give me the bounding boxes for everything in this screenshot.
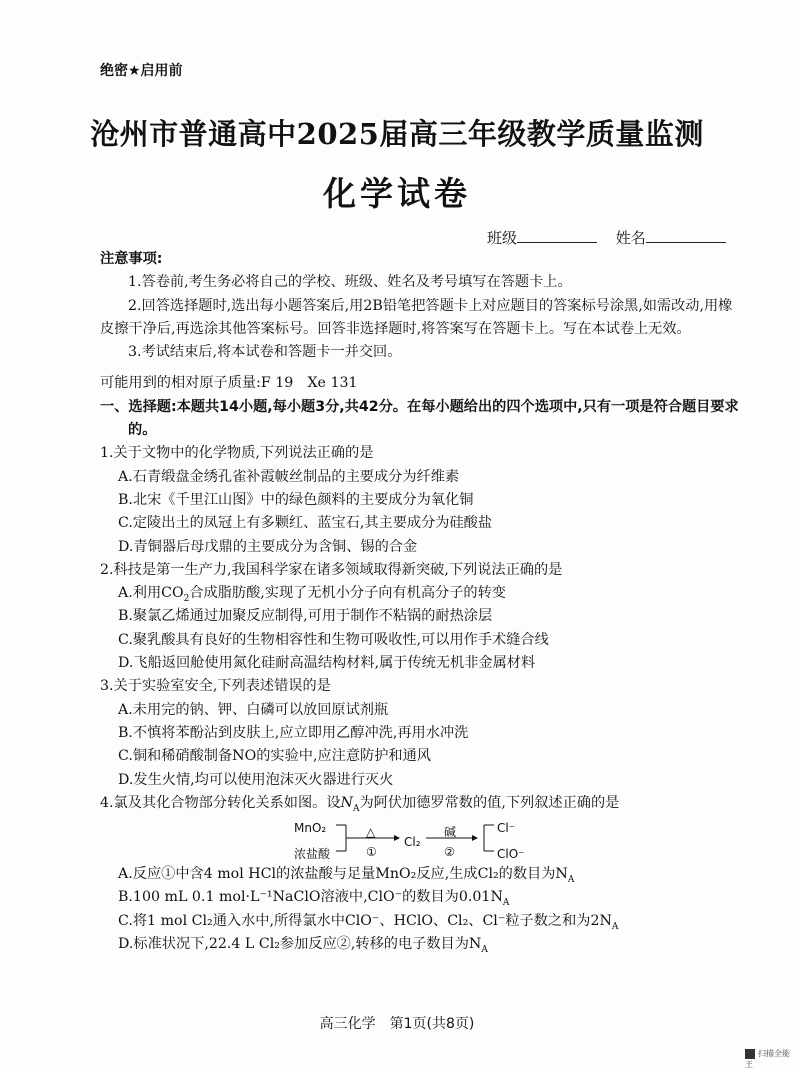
diagram-clo-ion: ClO⁻ <box>497 847 525 862</box>
diagram-heat: △ <box>366 825 376 840</box>
q4-b-text: B.100 mL 0.1 mol·L⁻¹NaClO溶液中,ClO⁻的数目为0.01N <box>118 889 503 906</box>
q4-option-a <box>100 863 740 886</box>
exam-subtitle: 化学试卷 <box>323 174 471 213</box>
q4-d-text: D.标准状况下,22.4 L Cl₂参加反应②,转移的电子数目为N <box>118 936 482 953</box>
diagram-cl-ion: Cl⁻ <box>497 821 516 836</box>
scanner-watermark <box>745 1048 794 1070</box>
name-label: 姓名 <box>615 229 646 247</box>
q4-stem-part2: 为阿伏加德罗常数的值,下列叙述正确的是 <box>359 794 620 811</box>
q3-option-a: A.未用完的钠、钾、白磷可以放回原试剂瓶 <box>118 701 389 718</box>
class-label: 班级 <box>487 229 518 247</box>
q1-option-a: A.石青缎盘金绣孔雀补霞帔丝制品的主要成分为纤维素 <box>118 468 460 485</box>
q4-option-c <box>100 910 740 933</box>
q4-c-text: C.将1 mol Cl₂通入水中,所得氯水中ClO⁻、HClO、Cl₂、Cl⁻粒子数之和为2N <box>118 912 612 929</box>
q4-option-b <box>100 886 740 909</box>
question-1: 1.关于文物中的化学物质,下列说法正确的是 <box>100 445 374 462</box>
class-name-line <box>487 227 740 248</box>
q4-stem-part1: 4.氯及其化合物部分转化关系如图。设 <box>100 794 341 811</box>
diagram-step1: ① <box>366 845 377 860</box>
notice-heading: 注意事项: <box>100 251 163 267</box>
qr-code-icon <box>745 1049 755 1059</box>
q4-b-sub: A <box>502 898 510 909</box>
exam-title: 沧州市普通高中2025届高三年级教学质量监测 <box>90 117 704 151</box>
confidential-mark: 绝密★启用前 <box>100 63 183 79</box>
question-4 <box>100 792 740 815</box>
question-3: 3.关于实验室安全,下列表述错误的是 <box>100 678 331 695</box>
q4-option-d <box>100 933 740 956</box>
q4-a-text: A.反应①中含4 mol HCl的浓盐酸与足量MnO₂反应,生成Cl₂的数目为N <box>118 866 568 883</box>
notice-item-2: 2.回答选择题时,选出每小题答案后,用2B铅笔把答题卡上对应题目的答案标号涂黑,如需改动,用橡皮擦干净后,再选涂其他答案标号。回答非选择题时,将答案写在答题卡上。写在本试卷上无效。 <box>100 297 733 337</box>
q1-option-d: D.青铜器后母戊鼎的主要成分为含铜、锡的合金 <box>118 538 418 555</box>
q1-option-b: B.北宋《千里江山图》中的绿色颜料的主要成分为氧化铜 <box>118 491 474 508</box>
diagram-cl2: Cl₂ <box>404 835 421 850</box>
q4-c-sub: A <box>611 921 619 932</box>
name-blank[interactable] <box>646 228 726 243</box>
diagram-base: 碱 <box>444 825 457 840</box>
q4-d-sub: A <box>481 944 488 955</box>
q2-option-b: B.聚氯乙烯通过加聚反应制得,可用于制作不粘锅的耐热涂层 <box>118 608 493 625</box>
notice-item-3: 3.考试结束后,将本试卷和答题卡一并交回。 <box>128 344 402 361</box>
question-2: 2.科技是第一生产力,我国科学家在诸多领域取得新突破,下列说法正确的是 <box>100 561 563 578</box>
watermark-text: 扫描全能王 <box>745 1049 790 1069</box>
q2-option-a <box>100 582 740 605</box>
diagram-hcl: 浓盐酸 <box>294 847 331 862</box>
q1-option-c: C.定陵出土的凤冠上有多颗红、蓝宝石,其主要成分为硅酸盐 <box>118 515 493 532</box>
class-blank[interactable] <box>517 228 597 243</box>
q2-option-d: D.飞船返回舱使用氮化硅耐高温结构材料,属于传统无机非金属材料 <box>118 655 536 672</box>
exam-body <box>100 248 740 956</box>
q3-option-b: B.不慎将苯酚沾到皮肤上,应立即用乙醇冲洗,再用水冲洗 <box>118 724 469 741</box>
q2-option-c: C.聚乳酸具有良好的生物相容性和生物可吸收性,可以用作手术缝合线 <box>118 631 549 648</box>
atomic-mass-line: 可能用到的相对原子质量:F 19 Xe 131 <box>100 375 358 392</box>
page-footer: 高三化学 第1页(共8页) <box>319 1016 475 1032</box>
q4-na-symbol: N <box>340 794 353 811</box>
q4-na-sub: A <box>352 803 360 814</box>
q4-a-sub: A <box>567 874 575 885</box>
q3-option-c: C.铜和稀硝酸制备NO的实验中,应注意防护和通风 <box>118 748 431 765</box>
q3-option-d: D.发生火情,均可以使用泡沫灭火器进行灭火 <box>118 771 394 788</box>
chlorine-conversion-diagram <box>294 815 554 863</box>
q2-a-part1: A.利用CO <box>118 585 184 602</box>
diagram-mno2: MnO₂ <box>294 821 327 836</box>
q2-a-sub: 2 <box>183 593 190 604</box>
diagram-step2: ② <box>444 845 455 860</box>
notice-item-1: 1.答卷前,考生务必将自己的学校、班级、姓名及考号填写在答题卡上。 <box>128 274 572 291</box>
q2-a-part2: 合成脂肪酸,实现了无机小分子向有机高分子的转变 <box>189 585 506 602</box>
section-1-heading: 一、选择题:本题共14小题,每小题3分,共42分。在每小题给出的四个选项中,只有一项是符合题目要求的。 <box>100 398 739 439</box>
